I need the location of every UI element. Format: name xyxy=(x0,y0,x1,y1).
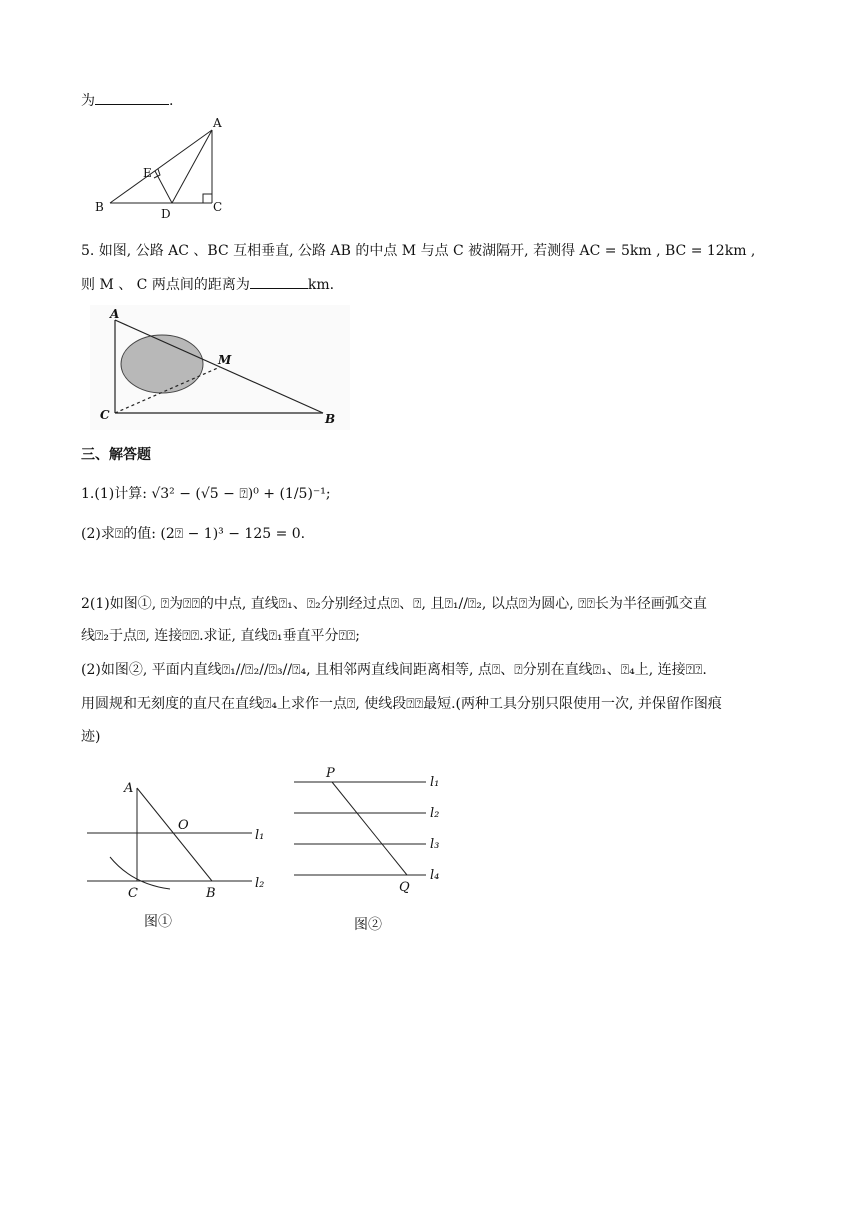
section-title: 三、解答题 xyxy=(81,447,151,463)
p1-part1: 1.(1)计算: √3² − (√5 − ⍰)⁰ + (1/5)⁻¹; xyxy=(81,486,331,502)
q4-label-a: A xyxy=(213,116,222,130)
fig2-label-l1: l₁ xyxy=(430,775,440,790)
fig1-label-l2: l₂ xyxy=(255,876,265,891)
fig1-caption: 图① xyxy=(144,914,172,930)
fig2-segment-pq xyxy=(332,782,407,875)
q5-label-m: M xyxy=(218,353,232,367)
q5-label-b: B xyxy=(325,412,336,426)
q4-segment-ab xyxy=(110,130,212,203)
q4-prefix: 为 xyxy=(81,93,95,109)
fig2-label-l3: l₃ xyxy=(430,837,440,852)
q5-label-c: C xyxy=(100,408,110,422)
fig1-label-o: O xyxy=(178,818,189,833)
fig2-label-p: P xyxy=(326,766,335,781)
p2-line1: 2(1)如图①, ⍰为⍰⍰的中点, 直线⍰₁、⍰₂分别经过点⍰、⍰, 且⍰₁//⍰₂, 以点⍰为圆心, ⍰⍰长为半径画弧交直 xyxy=(81,596,707,612)
p1-part2: (2)求⍰的值: (2⍰ − 1)³ − 125 = 0. xyxy=(81,526,306,542)
fig2-caption: 图② xyxy=(354,917,382,933)
q4-segment-ad xyxy=(172,130,212,203)
q4-label-e: E xyxy=(143,166,152,180)
q5-line1: 5. 如图, 公路 AC 、BC 互相垂直, 公路 AB 的中点 M 与点 C 被湖隔开, 若测得 AC = 5km , BC = 12km , xyxy=(81,243,756,259)
figure-1 xyxy=(80,770,280,935)
q5-lake xyxy=(121,335,203,393)
q4-label-b: B xyxy=(95,200,104,214)
p2-line2: 线⍰₂于点⍰, 连接⍰⍰.求证, 直线⍰₁垂直平分⍰⍰; xyxy=(81,628,360,644)
q5-line2-suffix: km. xyxy=(307,277,335,293)
fig2-label-l4: l₄ xyxy=(430,868,440,883)
p2-line3: (2)如图②, 平面内直线⍰₁//⍰₂//⍰₃//⍰₄, 且相邻两直线间距离相等, 点⍰、⍰分别在直线⍰₁、⍰₄上, 连接⍰⍰. xyxy=(81,662,707,678)
fig1-arc xyxy=(110,857,170,889)
q5-line2 xyxy=(81,274,334,295)
p2-line4: 用圆规和无刻度的直尺在直线⍰₄上求作一点⍰, 使线段⍰⍰最短.(两种工具分别只限使用一次, 并保留作图痕 xyxy=(81,696,722,712)
fig1-segment-ab xyxy=(137,788,212,881)
q4-suffix: . xyxy=(169,93,174,109)
fig1-label-a: A xyxy=(124,781,134,796)
q4-figure xyxy=(85,115,235,220)
q4-answer-line xyxy=(81,90,173,111)
q4-answer-blank xyxy=(95,90,169,105)
q4-label-d: D xyxy=(161,207,171,220)
fig1-label-c: C xyxy=(128,886,138,901)
fig1-label-b: B xyxy=(206,886,216,901)
q4-label-c: C xyxy=(213,200,223,214)
fig2-label-q: Q xyxy=(399,880,410,895)
q4-right-angle-c xyxy=(203,194,212,203)
figure-2 xyxy=(290,760,460,940)
q5-line2-prefix: 则 M 、 C 两点间的距离为 xyxy=(81,277,250,293)
fig2-label-l2: l₂ xyxy=(430,806,440,821)
p2-line5: 迹) xyxy=(81,729,101,745)
q5-label-a: A xyxy=(110,307,120,321)
fig1-label-l1: l₁ xyxy=(255,828,265,843)
q5-figure xyxy=(90,305,350,430)
q5-answer-blank xyxy=(250,274,308,289)
